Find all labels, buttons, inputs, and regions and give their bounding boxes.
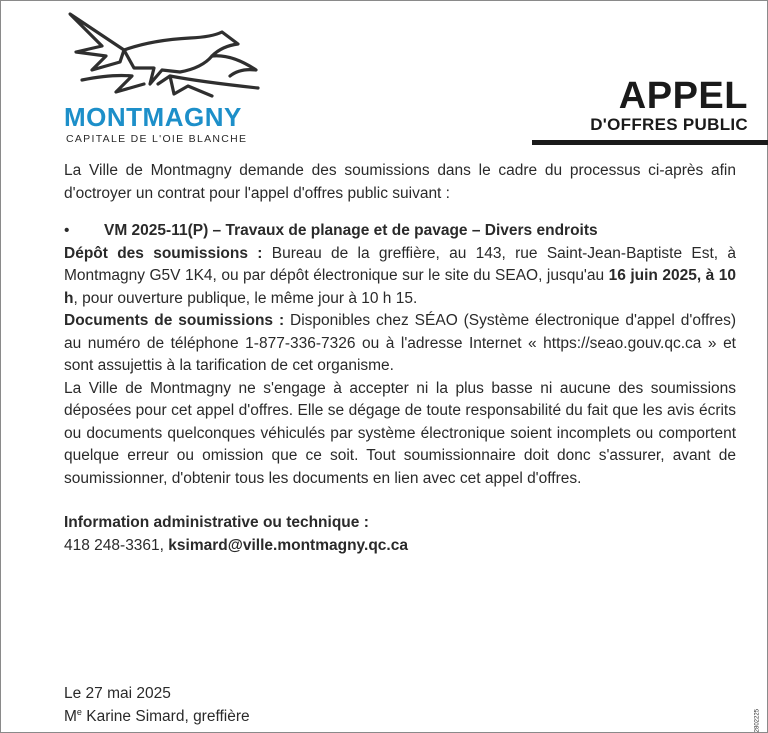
contact-line bbox=[64, 535, 736, 558]
notice-title-block bbox=[590, 76, 748, 136]
tender-title: VM 2025-11(P) – Travaux de planage et de pavage – Divers endroits bbox=[104, 222, 598, 239]
contact-email: ksimard@ville.montmagny.qc.ca bbox=[168, 536, 408, 554]
notice-body bbox=[64, 160, 736, 557]
signature-block bbox=[64, 683, 250, 728]
depot-deadline: 16 juin 2025, à 10 h bbox=[64, 267, 736, 307]
signature-title-sup: e bbox=[76, 706, 82, 717]
contact-info bbox=[64, 512, 736, 557]
signature-name-line bbox=[64, 706, 250, 729]
depot-text: Bureau de la greffière, au 143, rue Saint-Jean-Baptiste Est, à Montmagny G5V 1K4, ou par dépôt électronique sur le site du SEAO, jusqu'au bbox=[64, 244, 737, 284]
depot-paragraph bbox=[64, 243, 736, 311]
signature-date: Le 27 mai 2025 bbox=[64, 685, 171, 702]
montmagny-logo bbox=[62, 10, 262, 145]
bullet-icon: • bbox=[64, 222, 70, 239]
intro-paragraph: La Ville de Montmagny demande des soumissions dans le cadre du processus ci-après afin d'octroyer un contrat pour l'appel d'offres public suivant : bbox=[64, 162, 736, 202]
signature-title: M bbox=[64, 707, 77, 725]
documents-label: Documents de soumissions : bbox=[64, 312, 285, 329]
logo-name: MONTMAGNY bbox=[64, 102, 242, 132]
notice-title: APPEL bbox=[618, 75, 748, 117]
depot-label: Dépôt des soumissions : bbox=[64, 244, 263, 262]
tender-item bbox=[64, 220, 736, 243]
title-divider bbox=[532, 140, 768, 145]
documents-text: Disponibles chez SÉAO (Système électronique d'appel d'offres) au numéro de téléphone 1-877-336-7326 ou à l'adresse Internet « https://seao.gouv.qc.ca » et sont assujettis à la tarification de cet organisme. bbox=[64, 312, 736, 374]
disclaimer-paragraph: La Ville de Montmagny ne s'engage à accepter ni la plus basse ni aucune des soumissions déposées pour cet appel d'offres. Elle se dégage de toute responsabilité du fait que les avis écrits ou documents quelconques véhiculés par système électronique soient incomplets ou comportent quelque erreur ou omission que ce soit. Tout soumissionnaire doit donc s'assurer, avant de soumissionner, d'obtenir tous les documents en lien avec cet appel d'offres. bbox=[64, 379, 736, 487]
reference-number: 2802225 bbox=[754, 709, 760, 733]
goose-icon bbox=[62, 10, 262, 102]
logo-tagline: CAPITALE DE L'OIE BLANCHE bbox=[66, 133, 248, 145]
notice-subtitle: D'OFFRES PUBLIC bbox=[590, 115, 748, 134]
documents-paragraph bbox=[64, 310, 736, 378]
contact-phone: 418 248-3361, bbox=[64, 536, 164, 554]
signature-name: Karine Simard, greffière bbox=[81, 707, 250, 725]
info-label: Information administrative ou technique : bbox=[64, 514, 369, 531]
depot-text-after: , pour ouverture publique, le même jour à 10 h 15. bbox=[73, 289, 418, 307]
